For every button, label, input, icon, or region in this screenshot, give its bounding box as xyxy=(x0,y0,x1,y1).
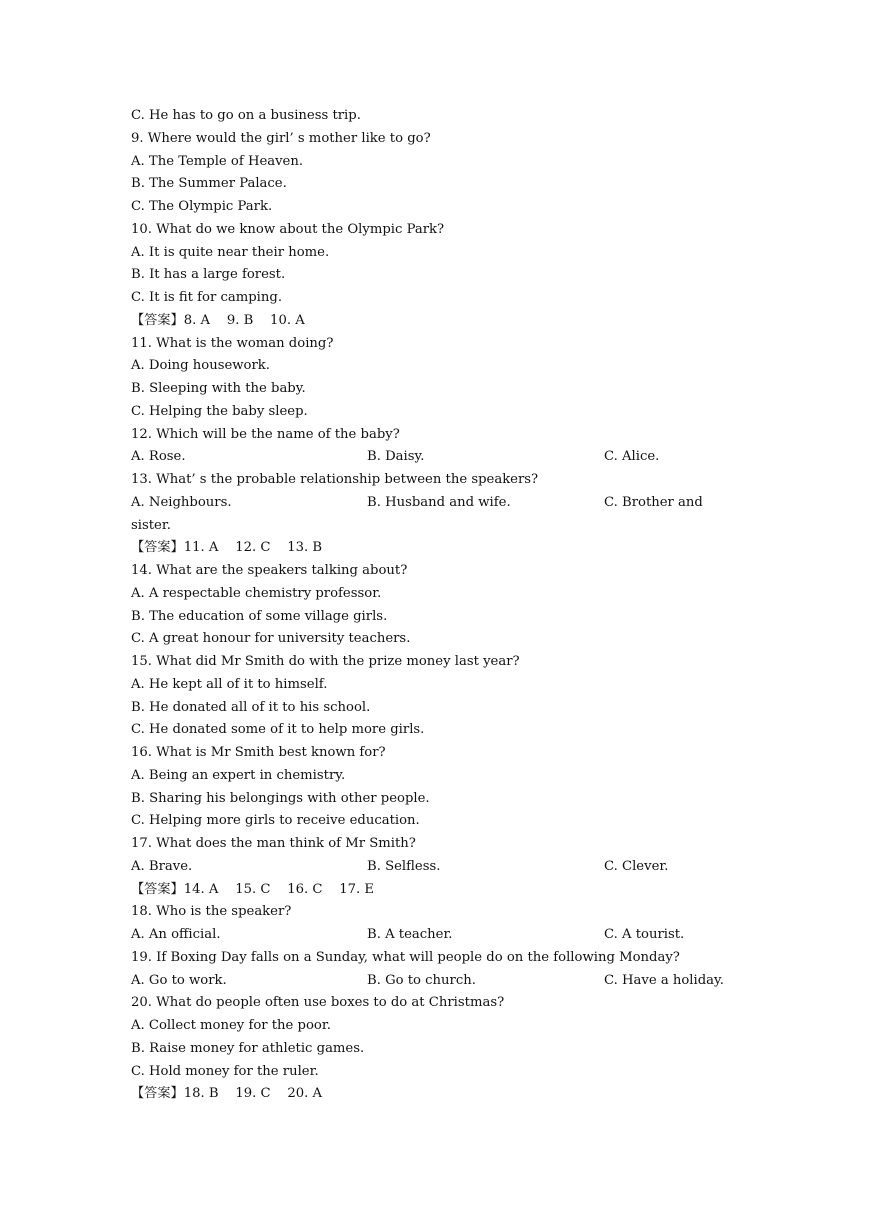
text-line: 14. What are the speakers talking about? xyxy=(131,563,408,578)
text-line: 18. Who is the speaker? xyxy=(131,904,292,920)
answer-options-row xyxy=(131,492,751,515)
option-c: C. Brother and xyxy=(604,494,703,510)
text-line: C. A great honour for university teachers. xyxy=(131,631,411,647)
option-c: C. Have a holiday. xyxy=(604,972,724,988)
text-line: B. The education of some village girls. xyxy=(131,608,388,624)
option-a: A. Brave. xyxy=(131,858,193,874)
text-line: A. Being an expert in chemistry. xyxy=(131,767,346,783)
text-line: B. It has a large forest. xyxy=(131,267,286,283)
text-line: 【答案】11. A 12. C 13. B xyxy=(131,540,323,556)
option-a: A. Neighbours. xyxy=(131,494,232,510)
text-line: 【答案】8. A 9. B 10. A xyxy=(131,312,305,328)
text-line: 10. What do we know about the Olympic Park? xyxy=(131,221,445,237)
text-line: 17. What does the man think of Mr Smith? xyxy=(131,836,416,851)
text-line: 15. What did Mr Smith do with the prize money last year? xyxy=(131,654,520,669)
answer-options-row xyxy=(131,856,751,879)
text-line: C. Helping more girls to receive education. xyxy=(131,813,420,829)
text-line: 【答案】14. A 15. C 16. C 17. E xyxy=(131,881,375,897)
text-line: A. It is quite near their home. xyxy=(131,244,330,260)
text-line: A. Doing housework. xyxy=(131,358,270,374)
text-line: C. He donated some of it to help more girls. xyxy=(131,722,425,738)
text-line: 9. Where would the girl’ s mother like to go? xyxy=(131,130,431,146)
text-line: A. The Temple of Heaven. xyxy=(131,153,304,169)
option-a: A. Go to work. xyxy=(131,972,227,988)
answer-options-row xyxy=(131,446,751,469)
option-b: B. A teacher. xyxy=(367,927,453,942)
text-line: A. He kept all of it to himself. xyxy=(131,676,328,692)
option-b: B. Husband and wife. xyxy=(367,494,511,510)
text-line: sister. xyxy=(131,517,171,533)
option-a: A. Rose. xyxy=(131,449,186,465)
text-line: C. The Olympic Park. xyxy=(131,199,273,214)
text-line: 11. What is the woman doing? xyxy=(131,335,334,351)
option-c: C. A tourist. xyxy=(604,927,685,942)
option-c: C. Alice. xyxy=(604,449,660,465)
text-line: 16. What is Mr Smith best known for? xyxy=(131,745,386,760)
text-line: B. He donated all of it to his school. xyxy=(131,699,371,715)
text-line: 19. If Boxing Day falls on a Sunday, what will people do on the following Monday? xyxy=(131,949,680,965)
text-line: A. A respectable chemistry professor. xyxy=(131,585,382,601)
option-b: B. Daisy. xyxy=(367,449,425,465)
text-line: 13. What’ s the probable relationship between the speakers? xyxy=(131,472,539,487)
text-line: 【答案】18. B 19. C 20. A xyxy=(131,1086,323,1102)
text-line: B. The Summer Palace. xyxy=(131,176,287,192)
answer-options-row xyxy=(131,970,751,993)
text-line: 12. Which will be the name of the baby? xyxy=(131,426,400,442)
text-line: B. Sleeping with the baby. xyxy=(131,381,306,396)
text-line: C. Helping the baby sleep. xyxy=(131,403,308,419)
text-line: B. Sharing his belongings with other people. xyxy=(131,790,430,806)
option-a: A. An official. xyxy=(131,927,221,942)
text-line: C. It is fit for camping. xyxy=(131,290,283,305)
answer-options-row xyxy=(131,924,751,947)
text-line: A. Collect money for the poor. xyxy=(131,1018,331,1033)
text-line: B. Raise money for athletic games. xyxy=(131,1040,365,1056)
document-page xyxy=(131,105,751,1106)
option-b: B. Go to church. xyxy=(367,972,476,988)
text-line: C. Hold money for the ruler. xyxy=(131,1063,319,1079)
text-line: 20. What do people often use boxes to do at Christmas? xyxy=(131,995,505,1011)
option-b: B. Selfless. xyxy=(367,858,441,874)
text-line: C. He has to go on a business trip. xyxy=(131,108,361,123)
option-c: C. Clever. xyxy=(604,858,669,874)
